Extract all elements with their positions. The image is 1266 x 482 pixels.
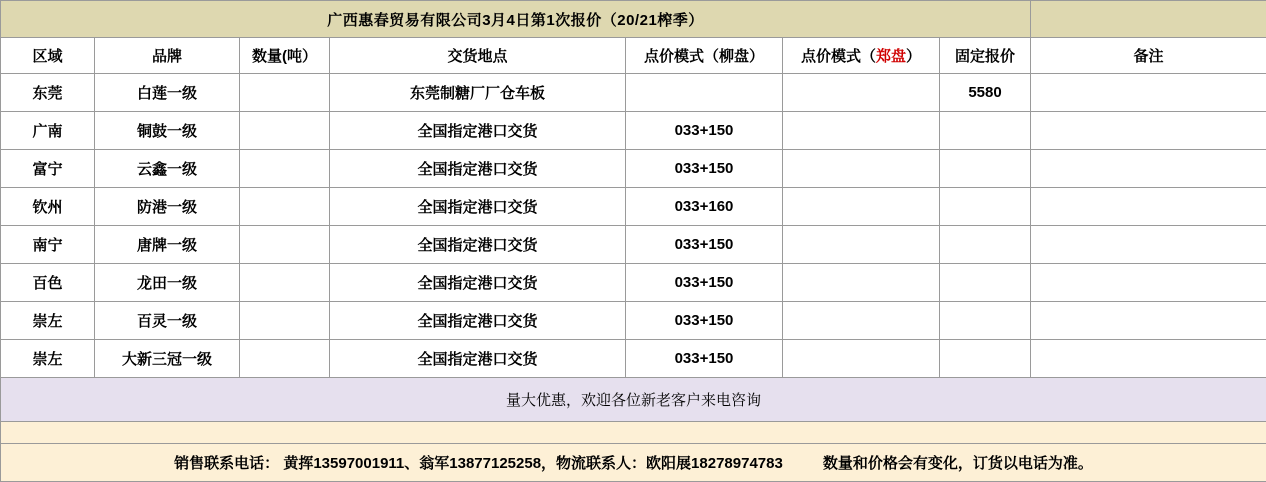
cell-note [1031,150,1266,188]
table-row [1,226,1266,264]
cell-price-mode-liu: 033+150 [626,150,783,188]
cell-area: 钦州 [1,188,95,226]
cell-area: 崇左 [1,340,95,378]
table-row [1,340,1266,378]
promo-message: 量大优惠，欢迎各位新老客户来电咨询 [1,378,1266,422]
promo-row [1,378,1266,422]
cell-note [1031,302,1266,340]
column-header-area: 区域 [1,38,95,74]
cell-price-mode-liu [626,74,783,112]
page-title: 广西惠春贸易有限公司3月4日第1次报价（20/21榨季） [1,1,1031,38]
column-header-brand: 品牌 [95,38,240,74]
cell-brand: 大新三冠一级 [95,340,240,378]
table-row [1,112,1266,150]
cell-brand: 防港一级 [95,188,240,226]
cell-price-mode-zheng [783,112,940,150]
cell-fixed-price [940,112,1031,150]
cell-price-mode-liu: 033+150 [626,340,783,378]
cell-price-mode-zheng [783,74,940,112]
cell-price-mode-liu: 033+150 [626,112,783,150]
column-header-note: 备注 [1031,38,1266,74]
cell-quantity [240,112,330,150]
price-mode-zheng-suffix: ） [906,48,921,65]
cell-brand: 百灵一级 [95,302,240,340]
cell-fixed-price: 5580 [940,74,1031,112]
cell-price-mode-liu: 033+150 [626,302,783,340]
cell-delivery-place: 全国指定港口交货 [330,340,626,378]
cell-delivery-place: 全国指定港口交货 [330,112,626,150]
cell-price-mode-liu: 033+150 [626,226,783,264]
cell-area: 崇左 [1,302,95,340]
cell-price-mode-liu: 033+160 [626,188,783,226]
cell-fixed-price [940,302,1031,340]
table-row [1,74,1266,112]
cell-note [1031,188,1266,226]
cell-price-mode-zheng [783,264,940,302]
table-row [1,150,1266,188]
cell-quantity [240,150,330,188]
contact-row [1,444,1266,482]
column-header-delivery-place: 交货地点 [330,38,626,74]
cell-quantity [240,226,330,264]
cell-delivery-place: 全国指定港口交货 [330,302,626,340]
cell-brand: 云鑫一级 [95,150,240,188]
cell-price-mode-liu: 033+150 [626,264,783,302]
cell-area: 富宁 [1,150,95,188]
cell-note [1031,264,1266,302]
cell-price-mode-zheng [783,150,940,188]
cell-area: 广南 [1,112,95,150]
spacer-cell [1,422,1266,444]
contact-info [1,444,1266,482]
cell-brand: 白莲一级 [95,74,240,112]
table-row [1,302,1266,340]
cell-area: 南宁 [1,226,95,264]
contact-inner [1,452,1266,473]
cell-area: 东莞 [1,74,95,112]
cell-fixed-price [940,340,1031,378]
cell-quantity [240,264,330,302]
cell-brand: 铜鼓一级 [95,112,240,150]
cell-note [1031,112,1266,150]
cell-quantity [240,302,330,340]
cell-quantity [240,340,330,378]
price-notice-text: 数量和价格会有变化，订货以电话为准。 [823,452,1093,473]
cell-area: 百色 [1,264,95,302]
table-row [1,264,1266,302]
cell-quantity [240,74,330,112]
header-row [1,38,1266,74]
spacer-row [1,422,1266,444]
cell-note [1031,226,1266,264]
cell-delivery-place: 全国指定港口交货 [330,264,626,302]
cell-note [1031,74,1266,112]
cell-price-mode-zheng [783,226,940,264]
cell-delivery-place: 全国指定港口交货 [330,226,626,264]
column-header-price-mode-zheng [783,38,940,74]
cell-delivery-place: 全国指定港口交货 [330,150,626,188]
sales-contact-text: 销售联系电话： 黄挥13597001911、翁军13877125258，物流联系人：欧阳展18278974783 [174,452,783,473]
table-row [1,188,1266,226]
column-header-price-mode-liu: 点价模式（柳盘） [626,38,783,74]
cell-fixed-price [940,226,1031,264]
cell-price-mode-zheng [783,188,940,226]
cell-brand: 唐牌一级 [95,226,240,264]
price-mode-zheng-prefix: 点价模式（ [801,48,876,65]
cell-fixed-price [940,264,1031,302]
cell-fixed-price [940,188,1031,226]
column-header-fixed-price: 固定报价 [940,38,1031,74]
column-header-quantity: 数量(吨） [240,38,330,74]
price-mode-zheng-emphasis: 郑盘 [876,48,906,65]
cell-note [1031,340,1266,378]
cell-price-mode-zheng [783,340,940,378]
cell-fixed-price [940,150,1031,188]
cell-brand: 龙田一级 [95,264,240,302]
cell-delivery-place: 全国指定港口交货 [330,188,626,226]
cell-delivery-place: 东莞制糖厂厂仓车板 [330,74,626,112]
cell-price-mode-zheng [783,302,940,340]
title-spacer [1031,1,1266,38]
title-row [1,1,1266,38]
cell-quantity [240,188,330,226]
